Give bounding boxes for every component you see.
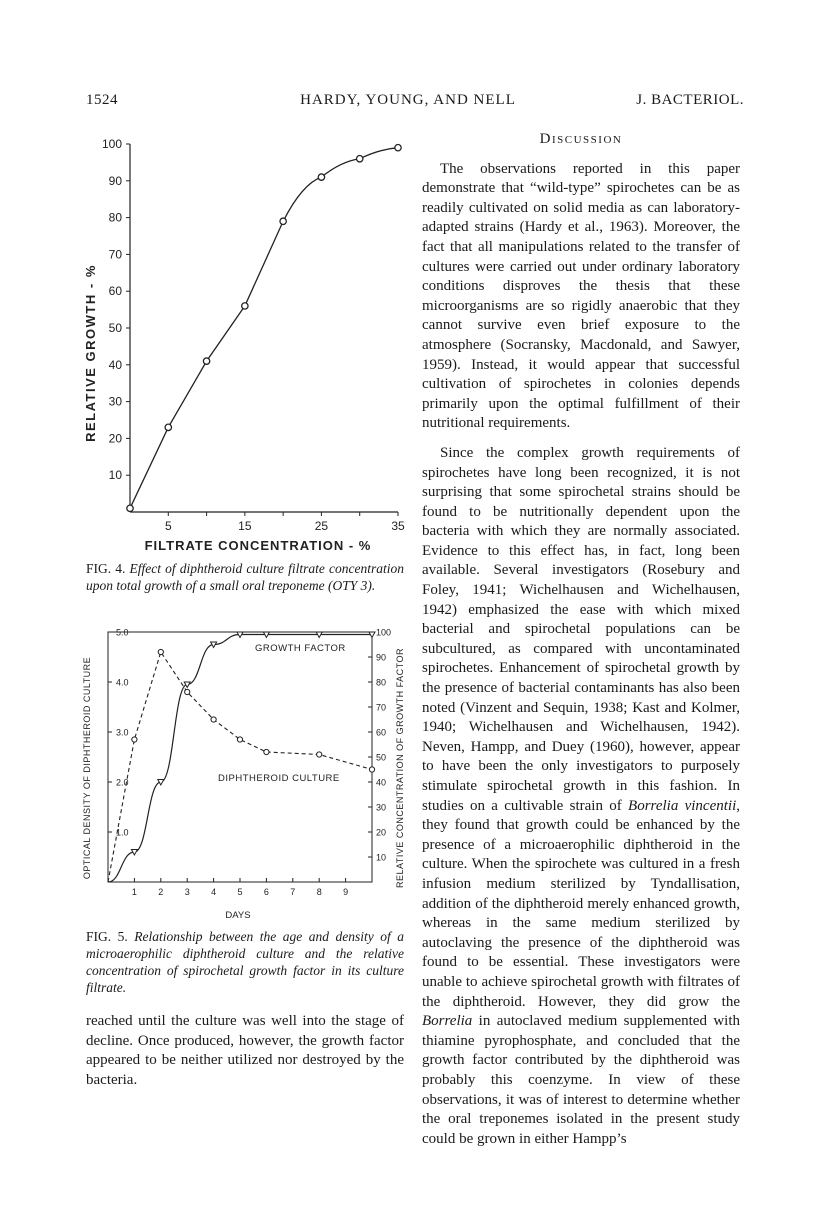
discussion-section bbox=[422, 130, 740, 1159]
figure-5-right-tick-label: 90 bbox=[376, 652, 387, 663]
figure-5-left-tick-label: 2.0 bbox=[116, 777, 129, 788]
figure-4-axes bbox=[126, 144, 398, 516]
figure-5-caption-text: Relationship between the age and density of a microaerophilic diphtheroid culture and the relative concentration of spirochetal growth factor in its culture filtrate. bbox=[86, 929, 405, 995]
figure-5-x-tick-label: 6 bbox=[263, 887, 269, 897]
discussion-paragraph-2 bbox=[422, 444, 740, 1149]
figure-5-right-tick-label: 70 bbox=[376, 702, 387, 713]
figure-5-right-tick-labels bbox=[376, 628, 391, 863]
figure-4-x-tick-label: 5 bbox=[164, 519, 172, 533]
figure-5-series-label-diphtheroid: DIPHTHEROID CULTURE bbox=[218, 773, 340, 784]
figure-4-x-tick-label: 15 bbox=[238, 519, 252, 533]
figure-5-caption bbox=[86, 928, 404, 996]
figure-4-x-tick-labels bbox=[165, 519, 405, 533]
figure-5-left-tick-label: 4.0 bbox=[116, 677, 129, 688]
discussion-paragraph-2-part-a: Since the complex growth requirements of spirochetes have long been recognized, it is not surprising that some spirochetal strains should be found to be nutritionally dependent upon the bacteria with which they are normally associated. Evidence to this effect has, in fact, long been available. Several investigators (Rosebury and Foley, 1941; Wichelhausen and Wichelhausen, 1942) emphasized the ease with which mixed bacterial and spirochetal populations can be subcultured, as compared with uncontaminated spirochetes. Enhancement of spirochetal growth by the presence of bacterial contaminants has also been noted (Vinzent and Sequin, 1938; Kast and Kolmer, 1940; Wichelhausen and Wichelhausen, 1942). Neven, Hampp, and Duey (1960), however, appear to have been the only investigators to purposely stimulate spirochetal growth in this fashion. In studies on a cultivable strain of bbox=[422, 444, 740, 814]
figure-5-series-lines bbox=[108, 635, 372, 883]
figure-5-right-axis-label: RELATIVE CONCENTRATION OF GROWTH FACTOR bbox=[395, 647, 405, 889]
figure-4-data-point bbox=[127, 505, 133, 511]
figure-4-y-tick-label: 80 bbox=[108, 210, 122, 225]
figure-5-right-tick-label: 80 bbox=[376, 677, 387, 688]
figure-5-series-label-growth-factor: GROWTH FACTOR bbox=[255, 643, 346, 654]
figure-4-x-tick-label: 25 bbox=[314, 519, 329, 533]
figure-5-x-tick-label: 8 bbox=[316, 887, 322, 897]
running-header-authors: HARDY, YOUNG, AND NELL bbox=[300, 92, 516, 108]
figure-4-data-point bbox=[318, 174, 324, 180]
figure-5-x-axis-label: DAYS bbox=[225, 910, 251, 921]
figure-4-data-point bbox=[242, 303, 248, 309]
genus-name-borrelia: Borrelia bbox=[422, 1013, 473, 1030]
figure-4-y-tick-label: 90 bbox=[108, 173, 122, 188]
figure-5-diphtheroid-point bbox=[317, 752, 322, 757]
figure-4-y-axis-label: RELATIVE GROWTH - % bbox=[83, 264, 98, 442]
figure-4-data-point bbox=[395, 144, 401, 150]
figure-4-caption bbox=[86, 560, 404, 594]
figure-5-x-tick-label: 3 bbox=[184, 887, 190, 897]
figure-4-data-point bbox=[280, 218, 286, 224]
figure-4-y-tick-label: 20 bbox=[108, 431, 122, 446]
figure-5-x-tick-label: 5 bbox=[237, 887, 243, 897]
figure-5-left-axis-label: OPTICAL DENSITY OF DIPHTHEROID CULTURE bbox=[82, 656, 92, 880]
species-name-borrelia-vincentii: Borrelia vincentii bbox=[628, 797, 737, 814]
discussion-heading: Discussion bbox=[539, 131, 623, 147]
figure-5-frame bbox=[108, 632, 372, 882]
figure-5-right-tick-label: 10 bbox=[376, 852, 387, 863]
figure-4-y-tick-label: 40 bbox=[108, 357, 122, 372]
journal-name: J. BACTERIOL. bbox=[636, 92, 744, 108]
figure-5-diphtheroid-point bbox=[185, 689, 190, 694]
discussion-paragraph-2-part-b: , they found that growth could be enhanced by the presence of a microaerophilic diphtheroid in the culture. When the spirochete was cultured in a fresh infusion medium sterilized by Tyndallisation, addition of the diphtheroid merely enhanced growth, whereas in the same medium sterilized by autoclaving the presence of the diphtheroid was found to be essential. These investigators were unable to achieve spirochetal growth with filtrates of the diphtheroid. However, they did grow the bbox=[422, 797, 741, 1010]
figure-4-y-tick-label: 100 bbox=[101, 137, 122, 151]
figure-5-chart bbox=[80, 620, 410, 930]
figure-5-diphtheroid-line bbox=[108, 652, 372, 882]
left-column-text bbox=[86, 1012, 404, 1090]
figure-4-x-axis-label: FILTRATE CONCENTRATION - % bbox=[144, 538, 372, 553]
figure-4-y-tick-label: 70 bbox=[108, 247, 122, 262]
figure-5-axes bbox=[108, 632, 372, 882]
figure-4-x-tick-label: 35 bbox=[391, 519, 405, 533]
figure-5-x-tick-label: 1 bbox=[131, 887, 137, 897]
figure-5-left-tick-label: 1.0 bbox=[116, 827, 129, 838]
figure-4-caption-text: Effect of diphtheroid culture filtrate concentration upon total growth of a small oral treponeme (OTY 3). bbox=[86, 561, 405, 593]
figure-5-right-tick-label: 60 bbox=[376, 727, 387, 738]
figure-5-diphtheroid-point bbox=[132, 737, 137, 742]
figure-5-diphtheroid-point bbox=[369, 767, 374, 772]
figure-5-diphtheroid-point bbox=[211, 717, 216, 722]
figure-4-data-point bbox=[357, 156, 363, 162]
figure-5-right-tick-label: 20 bbox=[376, 827, 387, 838]
discussion-paragraph-2-part-c: in autoclaved medium supplemented with thiamine pyrophosphate, and concluded that the growth factor contributed by the diphtheroid was probably this coenzyme. In view of these observations, it was of interest to determine whether the oral treponemes isolated in the present study could be grown in either Hampp’s bbox=[422, 1013, 740, 1147]
figure-4-data-point bbox=[203, 358, 209, 364]
figure-4-data-point bbox=[165, 424, 171, 430]
figure-4-data-points bbox=[127, 144, 401, 511]
figure-5-caption-label: FIG. 5. bbox=[86, 929, 128, 944]
figure-4-y-tick-label: 60 bbox=[108, 284, 122, 299]
figure-5-left-tick-label: 3.0 bbox=[116, 727, 129, 738]
figure-5-x-tick-label: 4 bbox=[211, 887, 217, 897]
figure-4-caption-label: FIG. 4. bbox=[86, 561, 126, 576]
figure-5-series-points bbox=[131, 632, 375, 855]
figure-5-x-tick-labels bbox=[132, 887, 348, 897]
figure-4-chart bbox=[80, 128, 410, 558]
page-number: 1524 bbox=[86, 92, 118, 108]
figure-5-diphtheroid-point bbox=[264, 749, 269, 754]
discussion-paragraph-1: The observations reported in this paper demonstrate that “wild-type” spirochetes can be as readily cultivated on solid media as can laboratory-adapted strains (Hardy et al., 1963). Moreover, the fact that all manipulations related to the transfer of cultures were carried out under ordinary laboratory conditions disproves the thesis that these microorganisms are so rigidly anaerobic that they cannot survive even brief exposure to the atmosphere (Socransky, Macdonald, and Sawyer, 1959). Instead, it would appear that successful cultivation of spirochetes in colonies depends primarily upon the optimal fulfillment of their nutritional requirements. bbox=[422, 160, 740, 432]
figure-4-y-tick-label: 30 bbox=[108, 394, 122, 409]
figure-5-diphtheroid-point bbox=[237, 737, 242, 742]
figure-5-diphtheroid-point bbox=[158, 649, 163, 654]
left-paragraph: reached until the culture was well into the stage of decline. Once produced, however, the growth factor appeared to be neither utilized nor destroyed by the bacteria. bbox=[86, 1013, 404, 1088]
figure-5-x-tick-label: 7 bbox=[290, 887, 296, 897]
figure-5-x-tick-label: 9 bbox=[343, 887, 349, 897]
figure-4-y-tick-label: 10 bbox=[108, 468, 122, 483]
figure-4-data-line bbox=[130, 148, 398, 509]
figure-4-y-tick-label: 50 bbox=[108, 321, 122, 335]
figure-5-right-tick-label: 40 bbox=[376, 777, 387, 788]
figure-5-right-tick-label: 50 bbox=[376, 752, 387, 763]
figure-5-left-tick-label: 5.0 bbox=[116, 627, 129, 638]
figure-5-x-tick-label: 2 bbox=[158, 887, 164, 897]
figure-5-right-tick-label: 30 bbox=[376, 802, 387, 813]
figure-5-right-tick-label: 100 bbox=[376, 627, 392, 638]
figure-4-series-line bbox=[130, 148, 398, 509]
figure-4-y-tick-labels bbox=[102, 137, 122, 482]
